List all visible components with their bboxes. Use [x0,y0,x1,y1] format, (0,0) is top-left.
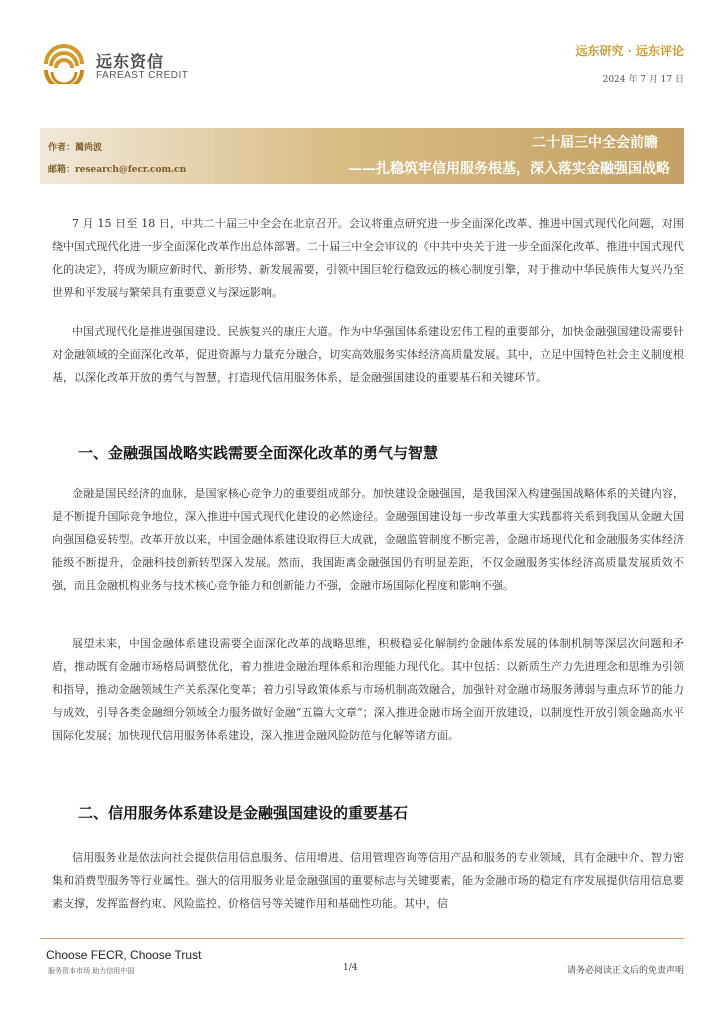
report-series: 远东研究 · 远东评论 [575,44,684,58]
section-heading-1: 一、金融强国战略实践需要全面深化改革的勇气与智慧 [78,444,439,462]
author: 作者：蔺尚波 [48,143,103,153]
paragraph-2: 中国式现代化是推进强国建设、民族复兴的康庄大道。作为中华强国体系建设宏伟工程的重要部分，加快金融强国建设需要针对金融领域的全面深化改革，促进资源与力量充分融合，切实高效服务实体经济高质量发展。其中，立足中国特色社会主义制度根基，以深化改革开放的勇气与智慧，打造现代信用服务体系，是金融强国建设的重要基石和关键环节。 [52,325,684,384]
footer-divider [40,938,684,939]
footer-slogan: Choose FECR, Choose Trust [46,948,202,962]
logo-chinese-name: 远东资信 [96,52,165,71]
report-date: 2024 年 7 月 17 日 [602,75,684,85]
report-subtitle: ——扎稳筑牢信用服务根基，深入落实金融强国战略 [348,161,670,177]
paragraph-3: 金融是国民经济的血脉，是国家核心竞争力的重要组成部分。加快建设金融强国，是我国深入构建强国战略体系的关键内容，是不断提升国际竞争地位，深入推进中国式现代化建设的必然途径。金融强国建设每一步改革重大实践都将关系到我国从金融大国向强国稳妥转型。改革开放以来，中国金融体系建设取得巨大成就，金融监管制度不断完善，金融市场现代化和金融服务实体经济能级不断提升，金融科技创新转型深入发展。然而，我国距离金融强国仍有明显差距，不仅金融服务实体经济高质量发展质效不强，而且金融机构业务与技术核心竞争能力和创新能力不强，金融市场国际化程度和影响不强。 [52,487,684,592]
paragraph-1: 7 月 15 日至 18 日，中共二十届三中全会在北京召开。会议将重点研究进一步全面深化改革、推进中国式现代化问题，对围绕中国式现代化进一步全面深化改革作出总体部署。二十届三中全会审议的《中共中央关于进一步全面深化改革、推进中国式现代化的决定》，将成为顺应新时代、新形势、新发展需要，引领中国巨轮行稳致远的核心制度引擎，对于推动中华民族伟大复兴乃至世界和平发展与繁荣具有重要意义与深远影响。 [52,217,684,299]
title-banner [40,128,684,184]
paragraph-5: 信用服务业是依法向社会提供信用信息服务、信用增进、信用管理咨询等信用产品和服务的专业领域，具有金融中介、智力密集和消费型服务等行业属性。强大的信用服务业是金融强国的重要标志与关键要素，能为金融市场的稳定有序发展提供信用信息要素支撑，发挥监督约束、风险监控、价格信号等关键作用和基础性功能。其中，信 [52,851,684,910]
section-heading-2: 二、信用服务体系建设是金融强国建设的重要基石 [78,804,409,822]
footer-tagline: 服务资本市场 助力信用中国 [48,967,135,975]
report-title: 二十届三中全会前瞻 [532,135,658,151]
author-email: 邮箱：research@fecr.com.cn [48,165,187,175]
page-number: 1/4 [343,963,358,973]
fareast-logo-icon [40,44,88,84]
company-logo [40,44,210,88]
paragraph-4: 展望未来，中国金融体系建设需要全面深化改革的战略思维，积极稳妥化解制约金融体系发展的体制机制等深层次问题和矛盾，推动既有金融市场格局调整优化，着力推进金融治理体系和治理能力现代化。其中包括：以新质生产力先进理念和思维为引领和指导，推动金融领域生产关系深化变革；着力引导政策体系与市场机制高效融合，加强针对金融市场服务薄弱与重点环节的能力与成效，引导各类金融细分领域全力服务做好金融“五篇大文章”；深入推进金融市场全面开放建设，以制度性开放引领金融高水平国际化发展；加快现代信用服务体系建设，深入推进金融风险防范与化解等诸方面。 [52,637,684,742]
logo-english-name: FAREAST CREDIT [96,70,189,81]
disclaimer-note: 请务必阅读正文后的免责声明 [566,966,684,976]
